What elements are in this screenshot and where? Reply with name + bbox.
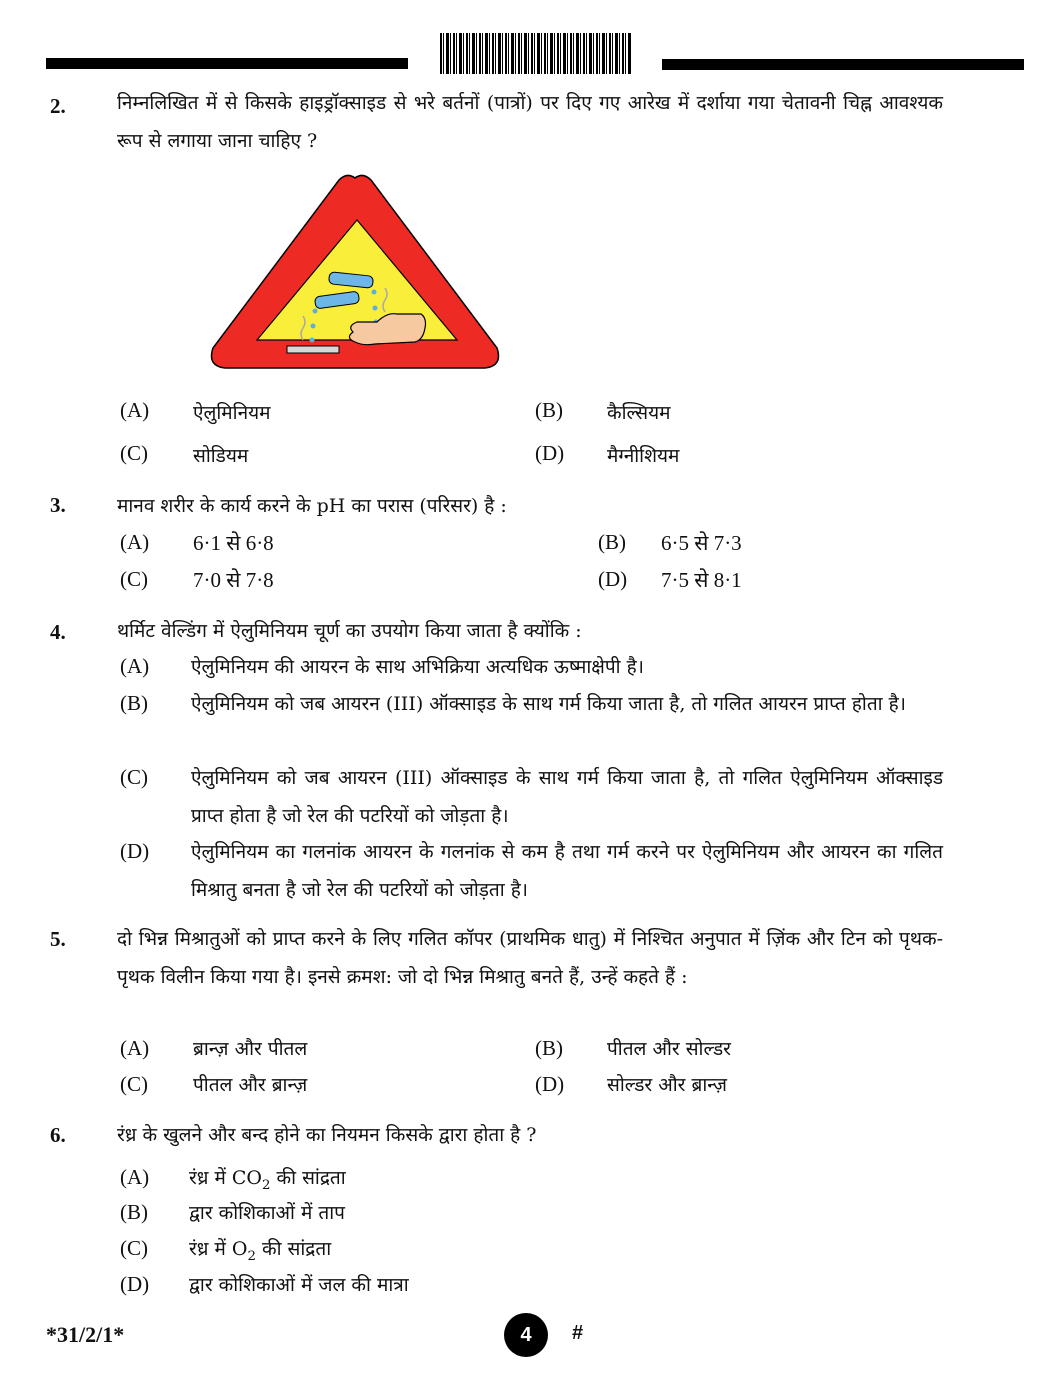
subscript: 2 — [262, 1177, 271, 1193]
option-label: (C) — [120, 1072, 148, 1096]
option-text-pre: रंध्र में O — [189, 1238, 248, 1260]
option-label: (A) — [120, 398, 150, 422]
option-text: कैल्सियम — [607, 402, 671, 424]
option-text: ब्रान्ज़ और पीतल — [193, 1038, 308, 1060]
question-number: 5. — [50, 927, 66, 951]
option-label: (D) — [535, 1072, 565, 1096]
option-text: ऐलुमिनियम को जब आयरन (III) ऑक्साइड के साथ गर्म किया जाता है, तो गलित ऐलुमिनियम ऑक्साइड प्राप्त होता है जो रेल की पटरियों को जोड़ता है। — [191, 767, 943, 827]
option-text: ऐलुमिनियम — [193, 402, 271, 424]
option-text: ऐलुमिनियम का गलनांक आयरन के गलनांक से कम है तथा गर्म करने पर ऐलुमिनियम और आयरन का गलित मिश्रातु बनता है जो रेल की पटरियों को जोड़ता है। — [191, 841, 943, 901]
option-text: 6·1 से 6·8 — [193, 531, 274, 555]
option-text: द्वार कोशिकाओं में ताप — [189, 1202, 345, 1224]
corrosive-warning-sign-icon — [205, 172, 505, 372]
option-text: 7·5 से 8·1 — [661, 568, 742, 592]
option-text-pre: रंध्र में CO — [189, 1167, 263, 1189]
option-label: (B) — [535, 398, 563, 422]
option-label: (C) — [120, 1236, 148, 1260]
option-label: (A) — [120, 654, 150, 678]
question-text: रंध्र के खुलने और बन्द होने का नियमन किसके द्वारा होता है ? — [117, 1124, 537, 1146]
option-text: द्वार कोशिकाओं में जल की मात्रा — [189, 1274, 409, 1296]
subscript: 2 — [247, 1248, 256, 1264]
question-number: 4. — [50, 620, 66, 644]
option-label: (B) — [120, 1200, 148, 1224]
option-label: (C) — [120, 765, 148, 789]
question-number: 2. — [50, 94, 66, 118]
option-label: (D) — [598, 567, 628, 591]
option-label: (A) — [120, 1165, 150, 1189]
option-label: (B) — [535, 1036, 563, 1060]
option-text: सोडियम — [193, 445, 249, 467]
question-text: मानव शरीर के कार्य करने के pH का परास (परिसर) है : — [117, 495, 507, 517]
option-label: (C) — [120, 567, 148, 591]
option-text-post: की सांद्रता — [255, 1238, 332, 1260]
option-label: (A) — [120, 1036, 150, 1060]
question-text: दो भिन्न मिश्रातुओं को प्राप्त करने के लिए गलित कॉपर (प्राथमिक धातु) में निश्चित अनुपात में ज़िंक और टिन को पृथक-पृथक विलीन किया गया है। इनसे क्रमश: जो दो भिन्न मिश्रातु बनते हैं, उन्हें कहते हैं : — [117, 928, 943, 988]
option-label: (B) — [120, 691, 148, 715]
option-label: (D) — [535, 441, 565, 465]
question-number: 6. — [50, 1123, 66, 1147]
hash-symbol: # — [572, 1322, 584, 1344]
option-text: ऐलुमिनियम की आयरन के साथ अभिक्रिया अत्यधिक ऊष्माक्षेपी है। — [191, 656, 644, 678]
question-text: निम्नलिखित में से किसके हाइड्रॉक्साइड से भरे बर्तनों (पात्रों) पर दिए गए आरेख में दर्शाया गया चेतावनी चिह्न आवश्यक रूप से लगाया जाना चाहिए ? — [117, 92, 943, 152]
option-label: (A) — [120, 530, 150, 554]
option-label: (B) — [598, 530, 626, 554]
page-number-badge: 4 — [504, 1313, 548, 1357]
barcode-icon — [440, 33, 632, 74]
option-text: सोल्डर और ब्रान्ज़ — [607, 1074, 728, 1096]
header-rule-left — [46, 58, 408, 69]
option-label: (C) — [120, 441, 148, 465]
question-number: 3. — [50, 493, 66, 517]
option-text: मैग्नीशियम — [607, 445, 680, 467]
option-text: ऐलुमिनियम को जब आयरन (III) ऑक्साइड के साथ गर्म किया जाता है, तो गलित आयरन प्राप्त होता है। — [191, 693, 906, 715]
option-label: (D) — [120, 839, 150, 863]
paper-code: *31/2/1* — [46, 1322, 125, 1347]
option-text-post: की सांद्रता — [270, 1167, 346, 1189]
question-text: थर्मिट वेल्डिंग में ऐलुमिनियम चूर्ण का उपयोग किया जाता है क्योंकि : — [117, 620, 582, 642]
option-text: पीतल और सोल्डर — [607, 1038, 731, 1060]
option-text: पीतल और ब्रान्ज़ — [193, 1074, 308, 1096]
option-label: (D) — [120, 1272, 150, 1296]
option-text: 6·5 से 7·3 — [661, 531, 742, 555]
header-rule-right — [662, 59, 1024, 70]
option-text: 7·0 से 7·8 — [193, 568, 274, 592]
